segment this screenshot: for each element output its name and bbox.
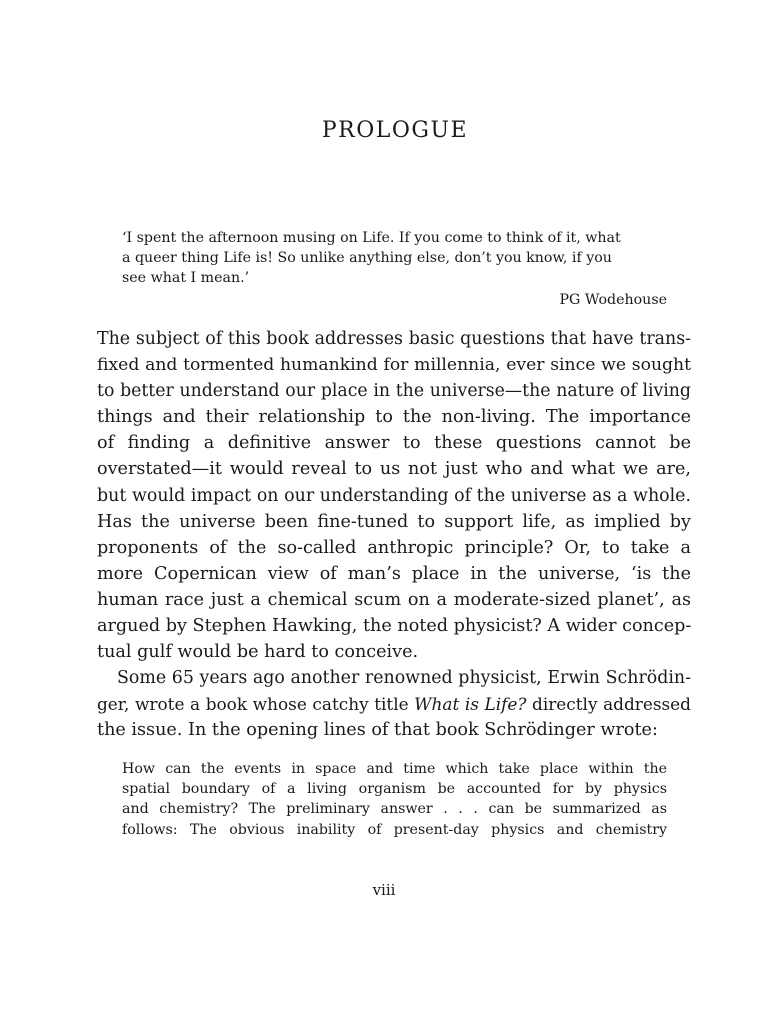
quote-line: spatial boundary of a living organism be accounted for by physics: [122, 781, 667, 798]
text-line: but would impact on our understanding of the universe as a whole.: [97, 485, 691, 506]
text-line: argued by Stephen Hawking, the noted physicist? A wider concep-: [97, 616, 692, 637]
text-line: The subject of this book addresses basic questions that have trans-: [97, 329, 691, 349]
text-line: overstated—it would reveal to us not just who and what we are,: [97, 459, 691, 480]
text-line: Some 65 years ago another renowned physicist, Erwin Schrödin-: [117, 668, 691, 689]
text-line: human race just a chemical scum on a moderate-sized planet’, as: [97, 589, 691, 610]
paragraph-1: [97, 326, 691, 665]
text-fragment: ger, wrote a book whose catchy title: [97, 694, 415, 715]
body-text: [97, 326, 691, 744]
text-line: proponents of the so-called anthropic principle? Or, to take a: [97, 537, 691, 558]
epigraph-attribution: PG Wodehouse: [559, 292, 667, 308]
block-quote: [122, 759, 667, 840]
paragraph-2: [97, 665, 691, 743]
book-title-italic: What is Life?: [414, 694, 527, 715]
text-line: of finding a definitive answer to these questions cannot be: [97, 433, 691, 454]
epigraph-line: ‘I spent the afternoon musing on Life. If you come to think of it, what: [122, 230, 621, 246]
epigraph-line: a queer thing Life is! So unlike anything else, don’t you know, if you: [122, 250, 612, 266]
page-number: viii: [372, 881, 396, 899]
text-line-with-italic: [97, 691, 691, 717]
quote-line: and chemistry? The preliminary answer . . . can be summarized as: [122, 801, 667, 818]
text-fragment: directly addressed: [526, 694, 691, 715]
text-line: fixed and tormented humankind for millennia, ever since we sought: [97, 355, 691, 376]
epigraph-quote: [122, 228, 667, 288]
text-line: to better understand our place in the universe—the nature of living: [97, 381, 691, 402]
text-line: more Copernican view of man’s place in the universe, ‘is the: [97, 563, 691, 584]
quote-line: How can the events in space and time which take place within the: [122, 761, 667, 777]
quote-line: follows: The obvious inability of present-day physics and chemistry: [122, 821, 667, 838]
page-title: PROLOGUE: [321, 118, 469, 143]
text-line: the issue. In the opening lines of that book Schrödinger wrote:: [97, 720, 658, 741]
epigraph-line: see what I mean.’: [122, 270, 250, 286]
text-line: tual gulf would be hard to conceive.: [97, 642, 419, 663]
text-line: things and their relationship to the non-living. The importance: [97, 407, 691, 428]
text-line: Has the universe been fine-tuned to support life, as implied by: [97, 511, 691, 532]
